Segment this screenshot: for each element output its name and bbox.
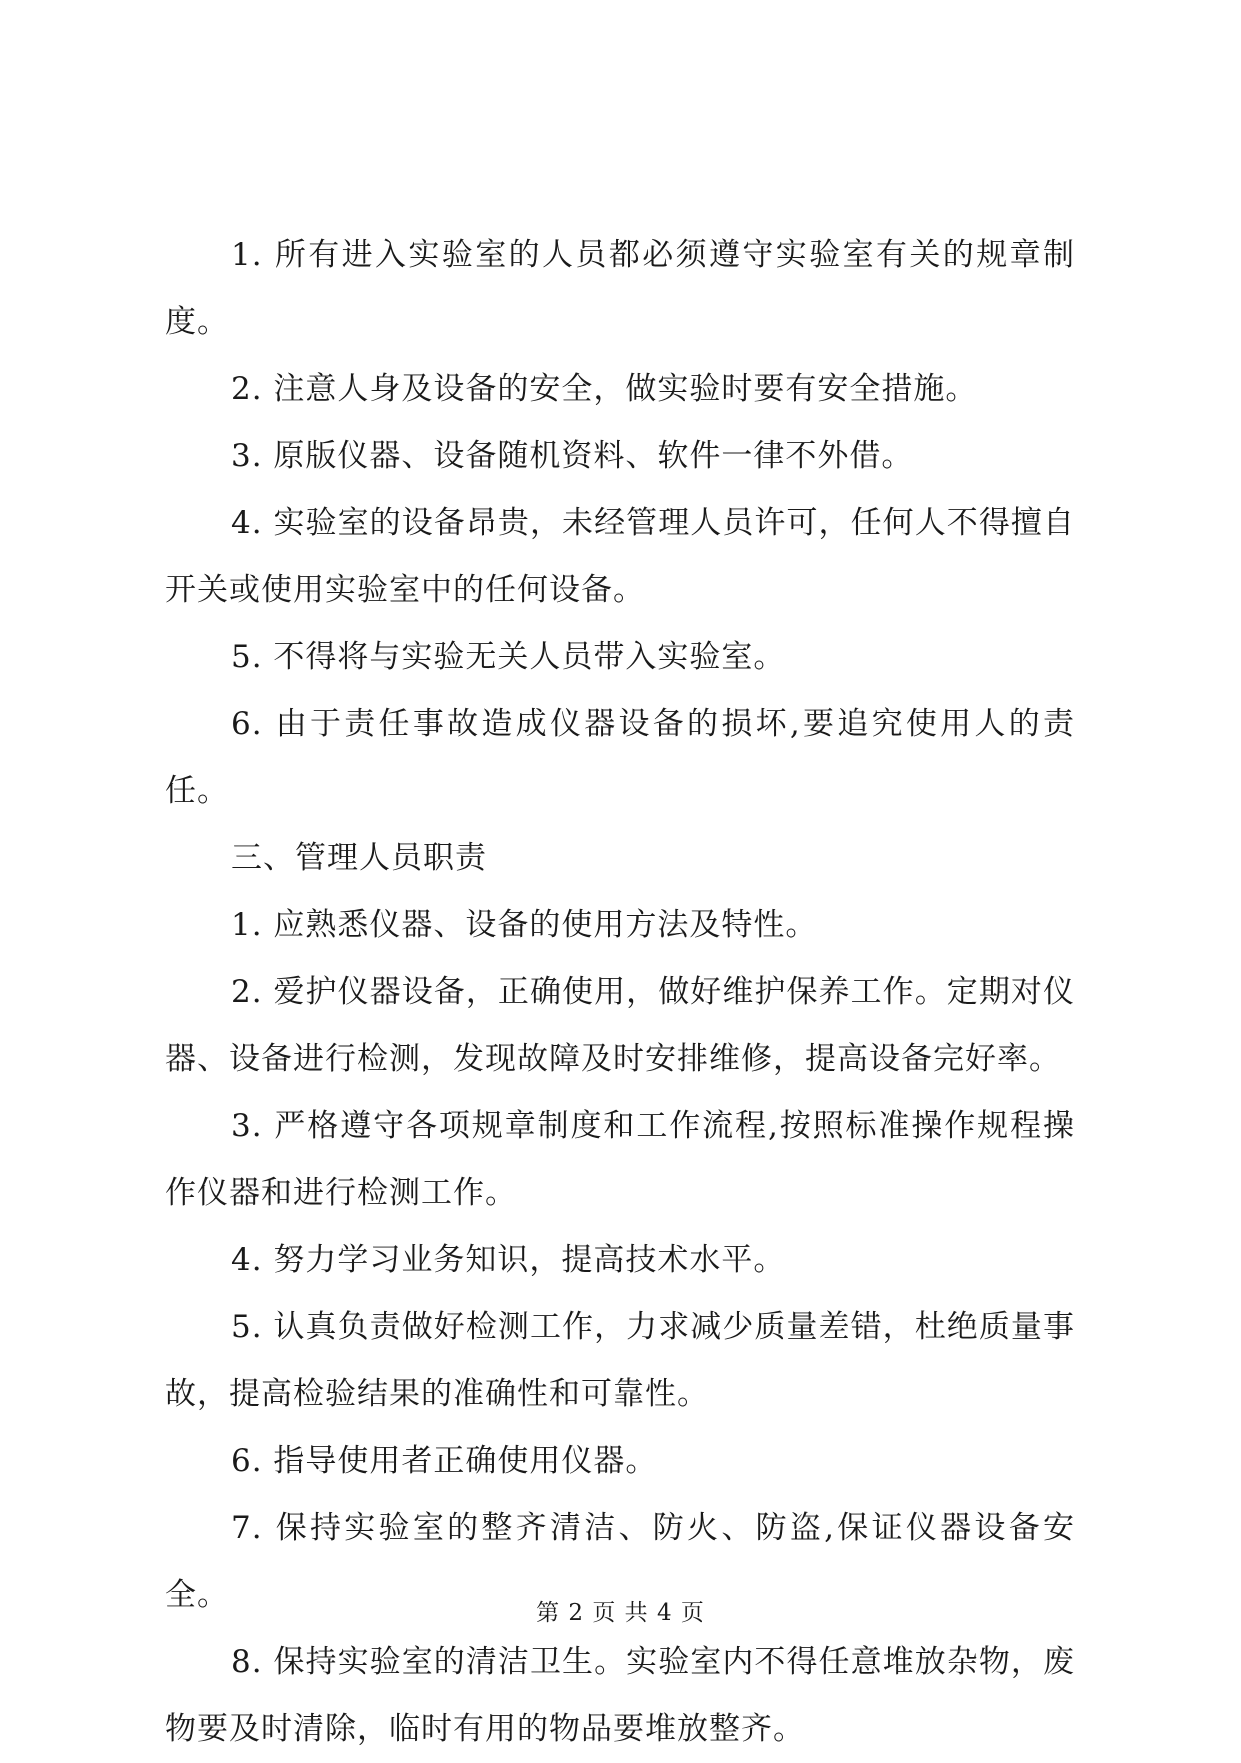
rule-paragraph-1: 1. 所有进入实验室的人员都必须遵守实验室有关的规章制度。 xyxy=(165,237,1075,340)
page-number-footer: 第 2 页 共 4 页 xyxy=(536,1600,705,1626)
duty-paragraph-8: 8. 保持实验室的清洁卫生。实验室内不得任意堆放杂物，废物要及时清除，临时有用的物品要堆放整齐。 xyxy=(165,1644,1075,1747)
section-heading: 三、管理人员职责 xyxy=(231,840,487,876)
rule-paragraph-4: 4. 实验室的设备昂贵，未经管理人员许可，任何人不得擅自开关或使用实验室中的任何设备。 xyxy=(165,505,1075,608)
duty-paragraph-2: 2. 爱护仪器设备，正确使用，做好维护保养工作。定期对仪器、设备进行检测，发现故障及时安排维修，提高设备完好率。 xyxy=(165,974,1075,1077)
document-body xyxy=(165,222,1075,1763)
rule-paragraph-2: 2. 注意人身及设备的安全，做实验时要有安全措施。 xyxy=(231,371,978,407)
duty-paragraph-5: 5. 认真负责做好检测工作，力求减少质量差错，杜绝质量事故，提高检验结果的准确性和可靠性。 xyxy=(165,1309,1075,1412)
rule-paragraph-6: 6. 由于责任事故造成仪器设备的损坏,要追究使用人的责任。 xyxy=(165,706,1075,809)
duty-paragraph-3: 3. 严格遵守各项规章制度和工作流程,按照标准操作规程操作仪器和进行检测工作。 xyxy=(165,1108,1075,1211)
duty-paragraph-7: 7. 保持实验室的整齐清洁、防火、防盗,保证仪器设备安全。 xyxy=(165,1510,1075,1613)
rule-paragraph-5: 5. 不得将与实验无关人员带入实验室。 xyxy=(231,639,786,675)
duty-paragraph-6: 6. 指导使用者正确使用仪器。 xyxy=(231,1443,658,1479)
duty-paragraph-1: 1. 应熟悉仪器、设备的使用方法及特性。 xyxy=(231,907,818,943)
rule-paragraph-3: 3. 原版仪器、设备随机资料、软件一律不外借。 xyxy=(231,438,914,474)
duty-paragraph-4: 4. 努力学习业务知识，提高技术水平。 xyxy=(231,1242,786,1278)
